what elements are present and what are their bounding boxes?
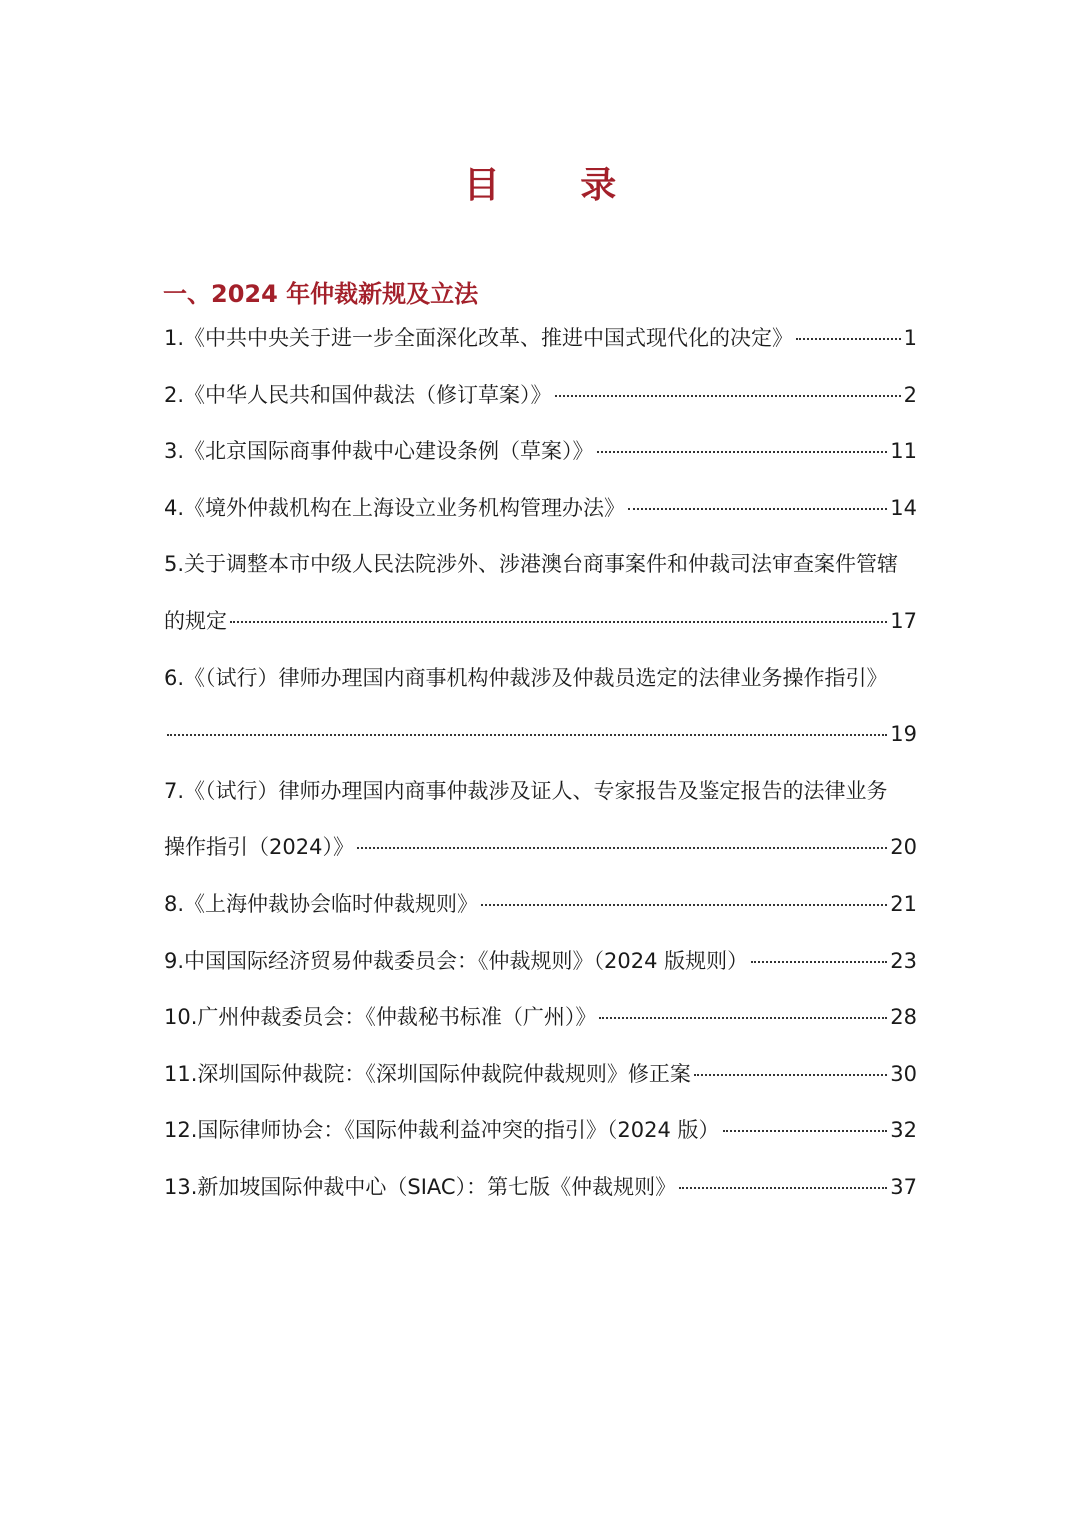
toc-entry-title: 12.国际律师协会：《国际仲裁利益冲突的指引》（2024 版） — [164, 1118, 720, 1143]
toc-entry-page: 14 — [890, 495, 917, 520]
toc-entry[interactable] — [164, 480, 917, 537]
toc-list — [164, 310, 917, 1216]
toc-entry-line — [164, 763, 917, 820]
dot-leader — [628, 508, 887, 510]
toc-entry-page: 30 — [890, 1061, 917, 1086]
toc-entry-title: 8.《上海仲裁协会临时仲裁规则》 — [164, 891, 479, 916]
toc-entry[interactable] — [164, 876, 917, 933]
toc-entry-line — [164, 480, 917, 537]
toc-entry[interactable] — [164, 989, 917, 1046]
toc-entry-title: 的规定 — [164, 608, 227, 633]
toc-entry-line — [164, 367, 917, 424]
dot-leader — [679, 1187, 887, 1189]
toc-entry-page: 32 — [890, 1118, 917, 1143]
dot-leader — [694, 1074, 887, 1076]
toc-entry-page: 1 — [903, 326, 917, 350]
toc-entry[interactable] — [164, 423, 917, 480]
dot-leader — [723, 1130, 888, 1132]
toc-entry-page: 19 — [890, 722, 917, 747]
toc-entry-title: 7.《（试行）律师办理国内商事仲裁涉及证人、专家报告及鉴定报告的法律业务 — [164, 778, 888, 803]
toc-entry-title: 11.深圳国际仲裁院：《深圳国际仲裁院仲裁规则》修正案 — [164, 1061, 691, 1086]
toc-entry-title: 5.关于调整本市中级人民法院涉外、涉港澳台商事案件和仲裁司法审查案件管辖 — [164, 552, 899, 577]
toc-entry-page: 2 — [903, 382, 917, 407]
toc-entry-page: 11 — [890, 439, 917, 464]
toc-entry-title: 6.《（试行）律师办理国内商事机构仲裁涉及仲裁员选定的法律业务操作指引》 — [164, 665, 888, 690]
dot-leader — [796, 338, 901, 340]
dot-leader — [230, 621, 887, 623]
toc-entry-title: 3.《北京国际商事仲裁中心建设条例（草案）》 — [164, 439, 594, 464]
toc-entry[interactable] — [164, 1102, 917, 1159]
dot-leader — [167, 734, 887, 736]
toc-entry-title: 4.《境外仲裁机构在上海设立业务机构管理办法》 — [164, 495, 626, 520]
toc-entry-page: 23 — [890, 948, 917, 973]
dot-leader — [555, 395, 901, 397]
toc-entry-line — [164, 1102, 917, 1159]
toc-entry-line — [164, 933, 917, 990]
toc-entry[interactable] — [164, 933, 917, 990]
toc-entry-title: 操作指引（2024）》 — [164, 835, 354, 860]
toc-entry-line — [164, 819, 917, 876]
toc-entry-line — [164, 876, 917, 933]
dot-leader — [751, 961, 887, 963]
toc-entry[interactable] — [164, 1046, 917, 1103]
toc-entry-title: 10.广州仲裁委员会：《仲裁秘书标准（广州）》 — [164, 1005, 597, 1030]
dot-leader — [597, 451, 888, 453]
toc-entry-line — [164, 1159, 917, 1216]
toc-entry-line — [164, 423, 917, 480]
toc-entry-line — [164, 1046, 917, 1103]
toc-entry-title: 1.《中共中央关于进一步全面深化改革、推进中国式现代化的决定》 — [164, 326, 794, 350]
toc-entry[interactable] — [164, 1159, 917, 1216]
toc-entry-line — [164, 706, 917, 763]
toc-entry-line — [164, 536, 917, 593]
toc-entry[interactable] — [164, 763, 917, 876]
toc-entry[interactable] — [164, 367, 917, 424]
toc-entry[interactable] — [164, 650, 917, 763]
toc-entry-line — [164, 989, 917, 1046]
toc-entry-page: 28 — [890, 1005, 917, 1030]
dot-leader — [357, 847, 887, 849]
toc-entry-page: 17 — [890, 608, 917, 633]
dot-leader — [481, 904, 887, 906]
toc-entry-page: 20 — [890, 835, 917, 860]
toc-entry-line — [164, 650, 917, 707]
toc-entry-line — [164, 593, 917, 650]
toc-entry-title: 2.《中华人民共和国仲裁法（修订草案）》 — [164, 382, 552, 407]
page-title: 目 录 — [463, 165, 651, 207]
section-heading: 一、2024 年仲裁新规及立法 — [163, 279, 479, 308]
toc-entry-page: 21 — [890, 891, 917, 916]
toc-entry-page: 37 — [890, 1174, 917, 1199]
dot-leader — [599, 1017, 887, 1019]
toc-entry-title: 13.新加坡国际仲裁中心（SIAC）：第七版《仲裁规则》 — [164, 1174, 677, 1199]
toc-entry-line — [164, 310, 917, 367]
toc-entry-title: 9.中国国际经济贸易仲裁委员会：《仲裁规则》（2024 版规则） — [164, 948, 749, 973]
toc-entry[interactable] — [164, 536, 917, 649]
toc-entry[interactable] — [164, 310, 917, 367]
